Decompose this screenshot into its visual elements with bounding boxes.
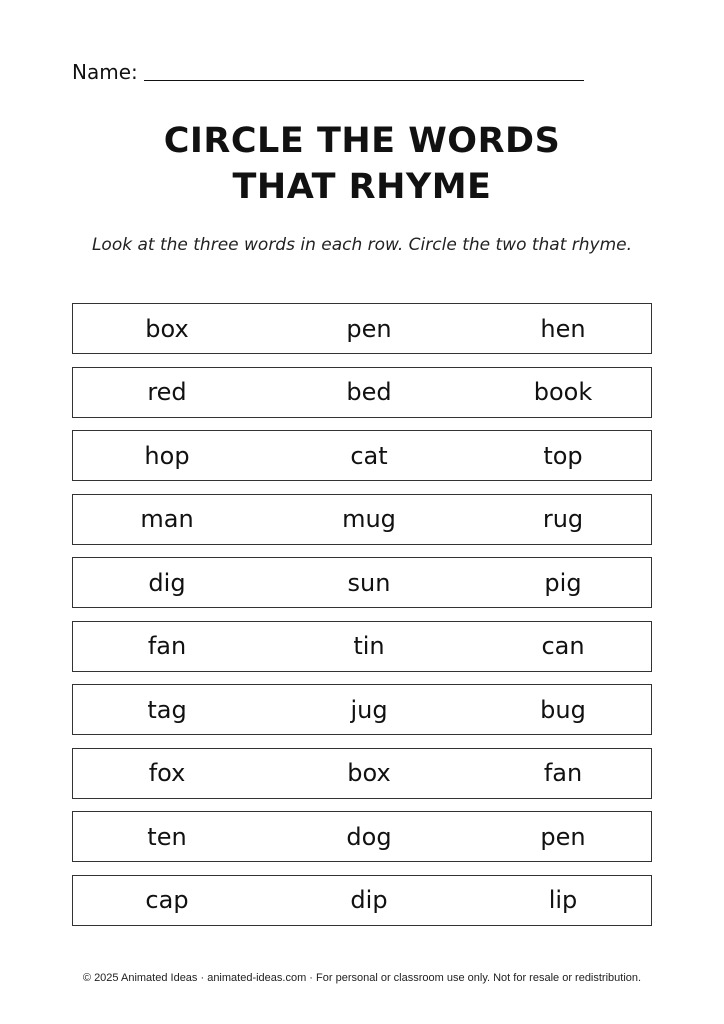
word-row-2 — [72, 367, 652, 418]
word[interactable]: cat — [350, 441, 388, 470]
name-underline[interactable] — [144, 80, 584, 81]
title-line-1: CIRCLE THE WORDS — [163, 121, 561, 161]
word[interactable]: jug — [350, 695, 388, 724]
word[interactable]: bed — [346, 378, 392, 406]
word-row-6 — [72, 621, 652, 672]
word[interactable]: dig — [148, 568, 186, 597]
word[interactable]: can — [541, 632, 585, 660]
word-rows — [72, 303, 652, 938]
instructions: Look at the three words in each row. Circle the two that rhyme. — [91, 235, 633, 255]
word[interactable]: top — [543, 441, 583, 470]
word[interactable]: cap — [145, 886, 189, 914]
word[interactable]: pen — [540, 822, 586, 851]
name-field — [72, 60, 584, 84]
word[interactable]: bug — [540, 695, 586, 724]
word[interactable]: box — [145, 314, 189, 343]
word-row-8 — [72, 748, 652, 799]
word[interactable]: tag — [147, 695, 187, 724]
footer-copyright: © 2025 Animated Ideas · animated-ideas.com · For personal or classroom use only. Not for resale or redistribution. — [82, 972, 642, 984]
word-row-7 — [72, 684, 652, 735]
word[interactable]: hop — [144, 441, 190, 470]
word[interactable]: fan — [147, 632, 187, 660]
word-row-1 — [72, 303, 652, 354]
word[interactable]: dog — [346, 822, 392, 851]
word[interactable]: fan — [543, 759, 583, 787]
word-row-3 — [72, 430, 652, 481]
word-row-9 — [72, 811, 652, 862]
worksheet-title — [0, 118, 724, 210]
name-label: Name: — [72, 60, 138, 84]
word[interactable]: pen — [346, 314, 392, 343]
word[interactable]: ten — [147, 822, 187, 851]
word-row-10 — [72, 875, 652, 926]
word-row-4 — [72, 494, 652, 545]
word[interactable]: box — [347, 759, 391, 787]
word[interactable]: hen — [540, 314, 586, 343]
word[interactable]: dip — [350, 886, 388, 914]
word[interactable]: red — [147, 378, 187, 406]
word[interactable]: mug — [342, 505, 396, 533]
word[interactable]: lip — [548, 886, 578, 914]
word[interactable]: sun — [347, 568, 391, 597]
word-row-5 — [72, 557, 652, 608]
word[interactable]: tin — [353, 632, 385, 660]
word[interactable]: man — [140, 505, 194, 533]
word[interactable]: rug — [542, 505, 584, 533]
word[interactable]: book — [533, 378, 593, 406]
word[interactable]: pig — [544, 568, 582, 597]
word[interactable]: fox — [148, 759, 186, 787]
title-line-2: THAT RHYME — [232, 167, 492, 207]
